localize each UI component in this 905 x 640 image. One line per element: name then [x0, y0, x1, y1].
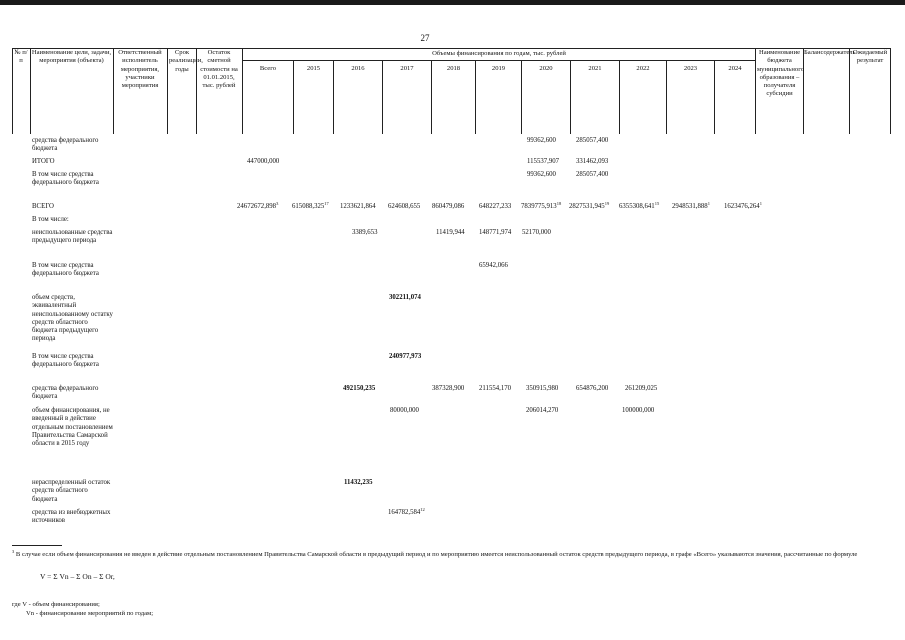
cell-2017: 240977,973	[389, 353, 422, 360]
cell-2018: 11419,944	[436, 229, 465, 236]
header-year-2017: 2017	[400, 65, 414, 72]
cell-2019: 65942,066	[479, 262, 508, 269]
cell-2018: 387328,900	[432, 385, 465, 392]
row-label: объем финансирования, не введенный в действие отдельным постановлением Правительства Самарской области в 2015 году	[32, 407, 113, 448]
header-year-2015: 2015	[306, 65, 321, 72]
cell-2021: 285057,400	[576, 171, 609, 178]
cell-2016: 492150,235	[343, 385, 376, 392]
row-label: В том числе:	[32, 216, 69, 223]
cell-2021: 2827531,945$^{19}$	[569, 201, 610, 210]
row-label: средства из внебюджетных источников	[32, 509, 111, 525]
cell-2017: 302211,074	[389, 294, 421, 301]
header-result: Ожидаемый результат	[852, 49, 888, 65]
footnote-separator	[12, 545, 62, 546]
cell-total: 24672672,898$^3$	[237, 201, 279, 210]
header-period: Срок реализации, годы	[169, 49, 203, 73]
cell-2024: 1623476,264$^1$	[724, 201, 762, 210]
header-year-2021: 2021	[588, 65, 602, 72]
header-year-2023: 2023	[683, 65, 698, 72]
cell-2020: 350915,980	[526, 385, 559, 392]
header-total: Всего	[259, 65, 277, 72]
header-number: № п/п	[14, 49, 28, 65]
header-name: Наименование цели, задачи, мероприятия (объекта)	[31, 49, 112, 65]
cell-2018: 860479,086	[432, 203, 465, 210]
cell-2020: 99362,600	[527, 171, 556, 178]
cell-2017: 164782,584$^{12}$	[388, 507, 425, 516]
row-label: В том числе средства федерального бюджета	[32, 353, 99, 369]
page-number: 27	[420, 33, 430, 43]
header-recipient: Наименование бюджета муниципального образования – получателя субсидии	[757, 49, 805, 98]
cell-2017: 624608,655	[388, 203, 421, 210]
row-label: объем средств, эквивалентный неиспользованному остатку средств областного бюджета предыдущего периода	[32, 294, 113, 343]
cell-2021: 285057,400	[576, 137, 609, 144]
row-label: ВСЕГО	[32, 203, 54, 210]
row-label: В том числе средства федерального бюджета	[32, 262, 99, 278]
header-year-2016: 2016	[351, 65, 365, 72]
header-funding: Объемы финансирования по годам, тыс. рублей	[432, 50, 566, 57]
row-label: средства федерального бюджета	[32, 385, 99, 401]
footnote-formula: V = Σ Vn – Σ On – Σ Or,	[40, 572, 115, 581]
row-label: средства федерального бюджета	[32, 137, 99, 153]
header-year-2020: 2020	[539, 65, 553, 72]
row-label: нераспределенный остаток средств областного бюджета	[32, 479, 111, 503]
cell-2020: 206014,270	[526, 407, 559, 414]
cell-2020: 115537,907	[527, 158, 560, 165]
cell-2023: 2948531,888$^1$	[672, 201, 710, 210]
cell-2019: 648227,233	[479, 203, 512, 210]
cell-total: 447000,000	[247, 158, 280, 165]
cell-2020: 7839775,913$^{18}$	[521, 201, 562, 210]
cell-2019: 148771,974	[479, 229, 512, 236]
row-label: ИТОГО	[32, 158, 55, 165]
cell-2020: 52170,000	[522, 229, 551, 236]
cell-2020: 99362,600	[527, 137, 556, 144]
cell-2022: 261209,025	[625, 385, 658, 392]
cell-2016: 3389,653	[352, 229, 378, 236]
footnote-text: $^3$ В случае если объем финансирования не введен в действие отдельным постановлением Правительства Самарской области в предыдущий период и по мероприятию имеется неиспользованный остаток средств предыдущего периода, в графе «Всего» указываются значения, рассчитанные по формуле	[12, 549, 858, 558]
footnote-vn: Vn - финансирование мероприятий по годам;	[26, 610, 154, 617]
header-executor: Ответственный исполнитель мероприятия, участники мероприятия	[118, 49, 162, 90]
cell-2015: 615088,325$^{17}$	[292, 201, 329, 210]
header-year-2024: 2024	[728, 65, 742, 72]
cell-2019: 211554,170	[479, 385, 512, 392]
header-year-2022: 2022	[636, 65, 650, 72]
row-label: В том числе средства федерального бюджета	[32, 171, 99, 187]
cell-2017: 80000,000	[390, 407, 419, 414]
cell-2016: 11432,235	[344, 479, 373, 486]
cell-2022: 6355308,641$^{15}$	[619, 201, 660, 210]
cell-2021: 331462,093	[576, 158, 609, 165]
cell-2016: 1233621,864	[340, 203, 376, 210]
header-remainder: Остаток сметной стоимости на 01.01.2015, тыс. рублей	[200, 49, 238, 90]
header-year-2018: 2018	[446, 65, 461, 72]
footnote-where: где V - объем финансирования;	[12, 601, 100, 608]
row-label: неиспользованные средства предыдущего периода	[32, 229, 113, 245]
header-holder: Балансодержатель	[804, 49, 856, 56]
cell-2021: 654876,200	[576, 385, 609, 392]
cell-2022: 100000,000	[622, 407, 655, 414]
header-year-2019: 2019	[491, 65, 506, 72]
